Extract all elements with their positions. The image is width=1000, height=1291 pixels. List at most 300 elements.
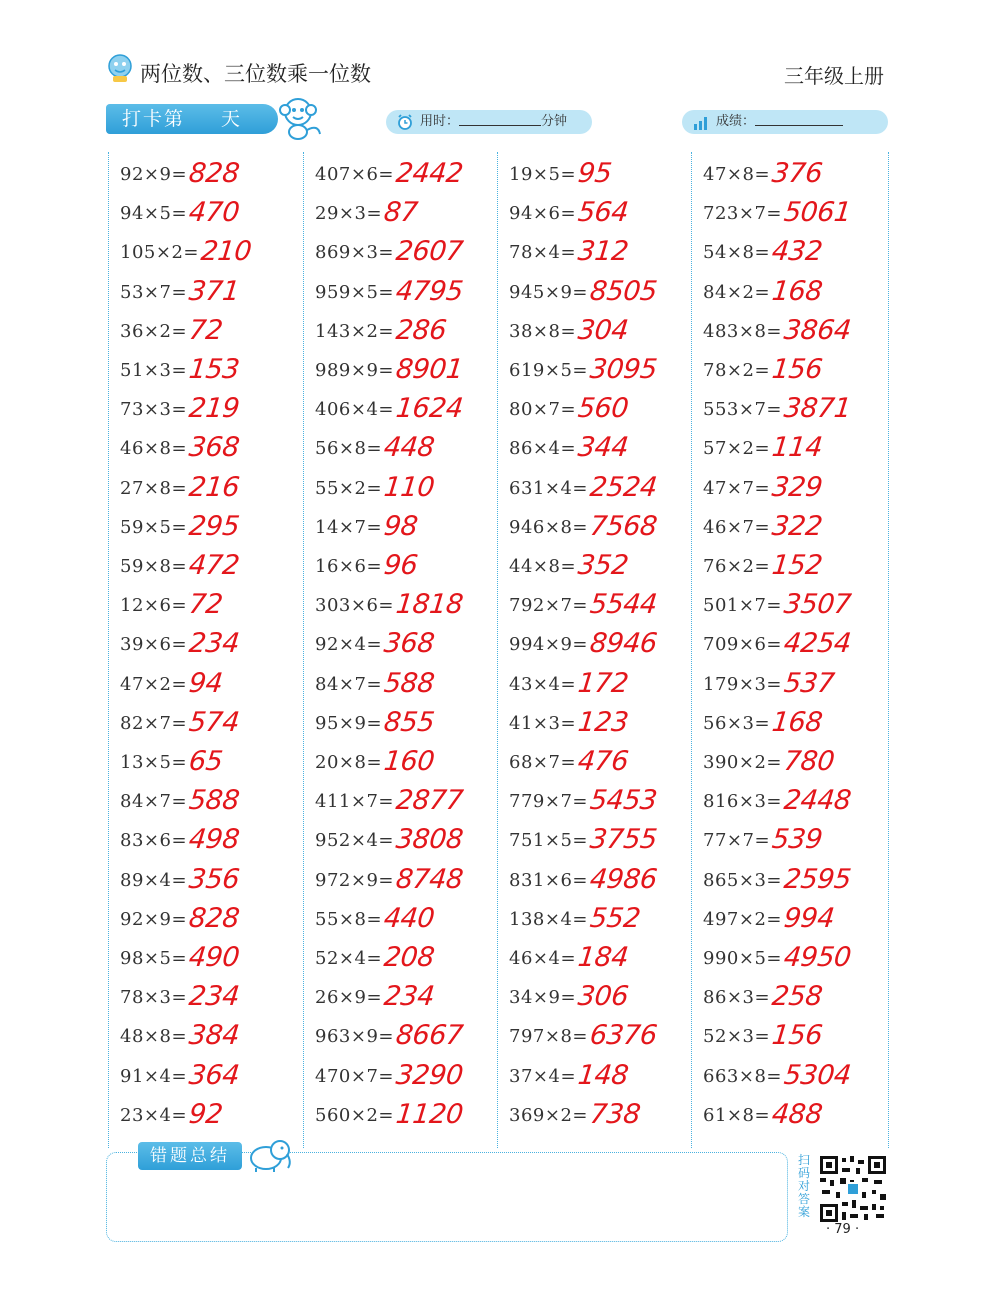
checkin-banner xyxy=(106,104,278,134)
problem-question: 751×5= xyxy=(509,830,588,852)
problem-row xyxy=(703,230,883,269)
handwritten-answer[interactable]: 148 xyxy=(576,1059,630,1091)
handwritten-answer[interactable]: 552 xyxy=(588,902,642,934)
handwritten-answer[interactable]: 3808 xyxy=(394,824,465,856)
problem-row xyxy=(315,701,493,740)
handwritten-answer[interactable]: 476 xyxy=(576,746,630,777)
problem-question: 76×2= xyxy=(703,556,771,577)
problem-row xyxy=(703,740,883,779)
problem-question: 84×7= xyxy=(120,791,188,813)
problem-question: 84×7= xyxy=(315,673,383,695)
problem-question: 816×3= xyxy=(703,791,782,813)
problem-row xyxy=(509,230,687,269)
problem-question: 78×3= xyxy=(120,987,188,1009)
problem-row xyxy=(120,191,299,230)
problem-row xyxy=(315,818,493,857)
handwritten-answer[interactable]: 156 xyxy=(770,1020,824,1052)
handwritten-answer[interactable]: 94 xyxy=(187,667,224,699)
handwritten-answer[interactable]: 295 xyxy=(187,510,241,542)
handwritten-answer[interactable]: 208 xyxy=(382,942,436,973)
problem-question: 179×3= xyxy=(703,673,782,695)
problem-question: 20×8= xyxy=(315,752,383,773)
problem-row xyxy=(509,505,687,544)
problem-question: 990×5= xyxy=(703,948,782,969)
problem-question: 792×7= xyxy=(509,595,588,617)
handwritten-answer[interactable]: 364 xyxy=(187,1059,241,1091)
handwritten-answer[interactable]: 2448 xyxy=(782,785,853,817)
handwritten-answer[interactable]: 123 xyxy=(576,706,630,738)
problem-question: 483×8= xyxy=(703,320,782,342)
problem-row xyxy=(509,309,687,348)
problem-question: 91×4= xyxy=(120,1065,188,1087)
handwritten-answer[interactable]: 322 xyxy=(770,510,824,542)
problem-row xyxy=(315,740,493,779)
handwritten-answer[interactable]: 448 xyxy=(382,432,436,464)
problem-row xyxy=(315,858,493,897)
problem-question: 43×4= xyxy=(509,673,577,695)
handwritten-answer[interactable]: 304 xyxy=(576,314,630,346)
handwritten-answer[interactable]: 152 xyxy=(770,550,824,581)
handwritten-answer[interactable]: 1120 xyxy=(394,1098,465,1130)
handwritten-answer[interactable]: 574 xyxy=(187,706,241,738)
problem-question: 709×6= xyxy=(703,634,782,656)
problem-row xyxy=(315,975,493,1014)
problem-question: 411×7= xyxy=(315,791,394,813)
problem-row xyxy=(315,936,493,975)
handwritten-answer[interactable]: 329 xyxy=(770,471,824,503)
problem-question: 865×3= xyxy=(703,869,782,891)
problem-row xyxy=(120,975,299,1014)
problem-row xyxy=(315,779,493,818)
handwritten-answer[interactable]: 234 xyxy=(187,981,241,1013)
handwritten-answer[interactable]: 153 xyxy=(187,354,241,385)
handwritten-answer[interactable]: 2524 xyxy=(588,471,659,503)
handwritten-answer[interactable]: 828 xyxy=(187,158,241,189)
handwritten-answer[interactable]: 855 xyxy=(382,706,436,738)
handwritten-answer[interactable]: 306 xyxy=(576,981,630,1013)
handwritten-answer[interactable]: 210 xyxy=(199,236,253,268)
problem-question: 369×2= xyxy=(509,1104,588,1126)
handwritten-answer[interactable]: 65 xyxy=(187,746,224,777)
problem-row xyxy=(509,1054,687,1093)
problem-row xyxy=(315,622,493,661)
handwritten-answer[interactable]: 168 xyxy=(770,275,824,307)
problem-row xyxy=(703,348,883,387)
problem-question: 959×5= xyxy=(315,281,394,303)
monkey-icon xyxy=(276,94,326,140)
handwritten-answer[interactable]: 258 xyxy=(770,981,824,1013)
problem-row xyxy=(120,387,299,426)
problem-row xyxy=(120,740,299,779)
problem-question: 92×9= xyxy=(120,164,188,185)
problem-row xyxy=(315,1054,493,1093)
problem-row xyxy=(120,897,299,936)
problem-question: 83×6= xyxy=(120,830,188,852)
problem-question: 53×7= xyxy=(120,281,188,303)
problem-question: 59×5= xyxy=(120,516,188,538)
problem-question: 51×3= xyxy=(120,360,188,381)
handwritten-answer[interactable]: 440 xyxy=(382,902,436,934)
problem-row xyxy=(703,779,883,818)
handwritten-answer[interactable]: 184 xyxy=(576,942,630,973)
handwritten-answer[interactable]: 488 xyxy=(770,1098,824,1130)
problem-question: 12×6= xyxy=(120,595,188,617)
handwritten-answer[interactable]: 98 xyxy=(382,510,419,542)
problem-row xyxy=(703,1014,883,1053)
problem-question: 29×3= xyxy=(315,203,383,225)
handwritten-answer[interactable]: 994 xyxy=(782,902,836,934)
handwritten-answer[interactable]: 172 xyxy=(576,667,630,699)
handwritten-answer[interactable]: 5453 xyxy=(588,785,659,817)
problem-row xyxy=(509,858,687,897)
problem-row xyxy=(509,583,687,622)
problem-question: 38×8= xyxy=(509,320,577,342)
problem-row xyxy=(315,1093,493,1132)
handwritten-answer[interactable]: 4254 xyxy=(782,628,853,660)
handwritten-answer[interactable]: 371 xyxy=(187,275,241,307)
handwritten-answer[interactable]: 72 xyxy=(187,314,224,346)
problem-question: 89×4= xyxy=(120,869,188,891)
page-number: · 79 · xyxy=(826,1222,860,1237)
problem-row xyxy=(120,544,299,583)
handwritten-answer[interactable]: 3290 xyxy=(394,1059,465,1091)
problem-question: 36×2= xyxy=(120,320,188,342)
problem-row xyxy=(509,975,687,1014)
problem-question: 82×7= xyxy=(120,712,188,734)
problem-row xyxy=(703,818,883,857)
problem-row xyxy=(315,897,493,936)
problem-row xyxy=(509,270,687,309)
problem-question: 497×2= xyxy=(703,908,782,930)
handwritten-answer[interactable]: 8748 xyxy=(394,863,465,895)
problem-question: 27×8= xyxy=(120,477,188,499)
handwritten-answer[interactable]: 1818 xyxy=(394,589,465,621)
handwritten-answer[interactable]: 96 xyxy=(382,550,419,581)
handwritten-answer[interactable]: 8901 xyxy=(394,354,465,385)
problem-question: 46×4= xyxy=(509,948,577,969)
problem-question: 61×8= xyxy=(703,1104,771,1126)
problem-row xyxy=(315,309,493,348)
problem-row xyxy=(120,1054,299,1093)
problem-question: 39×6= xyxy=(120,634,188,656)
problem-question: 407×6= xyxy=(315,164,394,185)
problem-question: 945×9= xyxy=(509,281,588,303)
handwritten-answer[interactable]: 588 xyxy=(382,667,436,699)
problem-row xyxy=(315,1014,493,1053)
problem-row xyxy=(120,270,299,309)
problem-question: 54×8= xyxy=(703,242,771,264)
score-input[interactable] xyxy=(755,110,843,126)
problem-row xyxy=(315,544,493,583)
problem-row xyxy=(703,191,883,230)
problem-question: 553×7= xyxy=(703,399,782,421)
problem-question: 972×9= xyxy=(315,869,394,891)
problem-question: 501×7= xyxy=(703,595,782,617)
problem-row xyxy=(509,662,687,701)
problem-question: 86×4= xyxy=(509,438,577,460)
problem-row xyxy=(509,348,687,387)
problem-row xyxy=(703,387,883,426)
handwritten-answer[interactable]: 1624 xyxy=(394,393,465,425)
problem-row xyxy=(703,975,883,1014)
handwritten-answer[interactable]: 738 xyxy=(588,1098,642,1130)
problem-question: 80×7= xyxy=(509,399,577,421)
handwritten-answer[interactable]: 72 xyxy=(187,589,224,621)
problem-row xyxy=(703,583,883,622)
problem-row xyxy=(120,1014,299,1053)
alarm-clock-icon xyxy=(396,113,414,131)
handwritten-answer[interactable]: 219 xyxy=(187,393,241,425)
problem-question: 303×6= xyxy=(315,595,394,617)
handwritten-answer[interactable]: 234 xyxy=(187,628,241,660)
handwritten-answer[interactable]: 4950 xyxy=(782,942,853,973)
problem-row xyxy=(509,740,687,779)
problem-question: 946×8= xyxy=(509,516,588,538)
handwritten-answer[interactable]: 356 xyxy=(187,863,241,895)
handwritten-answer[interactable]: 5061 xyxy=(782,197,853,229)
problem-row xyxy=(509,152,687,191)
problem-row xyxy=(120,701,299,740)
problem-question: 26×9= xyxy=(315,987,383,1009)
problem-question: 869×3= xyxy=(315,242,394,264)
handwritten-answer[interactable]: 5304 xyxy=(782,1059,853,1091)
problem-row xyxy=(315,270,493,309)
problem-question: 68×7= xyxy=(509,752,577,773)
mascot-logo-icon xyxy=(104,52,136,84)
scan-for-answers-label: 扫码对答案 xyxy=(798,1153,811,1219)
handwritten-answer[interactable]: 234 xyxy=(382,981,436,1013)
problem-row xyxy=(509,779,687,818)
problem-question: 619×5= xyxy=(509,360,588,381)
handwritten-answer[interactable]: 8667 xyxy=(394,1020,465,1052)
problem-row xyxy=(703,544,883,583)
time-field xyxy=(386,110,592,134)
problem-row xyxy=(120,466,299,505)
problem-question: 34×9= xyxy=(509,987,577,1009)
handwritten-answer[interactable]: 352 xyxy=(576,550,630,581)
handwritten-answer[interactable]: 7568 xyxy=(588,510,659,542)
handwritten-answer[interactable]: 588 xyxy=(187,785,241,817)
handwritten-answer[interactable]: 498 xyxy=(187,824,241,856)
handwritten-answer[interactable]: 344 xyxy=(576,432,630,464)
handwritten-answer[interactable]: 564 xyxy=(576,197,630,229)
handwritten-answer[interactable]: 3095 xyxy=(588,354,659,385)
problem-question: 92×9= xyxy=(120,908,188,930)
problem-question: 138×4= xyxy=(509,908,588,930)
handwritten-answer[interactable]: 2595 xyxy=(782,863,853,895)
problem-question: 390×2= xyxy=(703,752,782,773)
handwritten-answer[interactable]: 156 xyxy=(770,354,824,385)
problem-row xyxy=(315,387,493,426)
problem-row xyxy=(509,936,687,975)
problem-row xyxy=(315,191,493,230)
problem-question: 55×8= xyxy=(315,908,383,930)
problem-row xyxy=(703,936,883,975)
handwritten-answer[interactable]: 472 xyxy=(187,550,241,581)
handwritten-answer[interactable]: 539 xyxy=(770,824,824,856)
problem-row xyxy=(315,152,493,191)
problem-row xyxy=(703,505,883,544)
handwritten-answer[interactable]: 470 xyxy=(187,197,241,229)
problem-row xyxy=(703,152,883,191)
problem-row xyxy=(509,1014,687,1053)
handwritten-answer[interactable]: 376 xyxy=(770,158,824,189)
problem-question: 19×5= xyxy=(509,164,577,185)
handwritten-answer[interactable]: 2607 xyxy=(394,236,465,268)
handwritten-answer[interactable]: 4795 xyxy=(394,275,465,307)
handwritten-answer[interactable]: 3507 xyxy=(782,589,853,621)
problem-question: 16×6= xyxy=(315,556,383,577)
problem-question: 47×2= xyxy=(120,673,188,695)
problem-row xyxy=(703,1093,883,1132)
problem-row xyxy=(315,505,493,544)
problem-question: 84×2= xyxy=(703,281,771,303)
handwritten-answer[interactable]: 537 xyxy=(782,667,836,699)
problem-row xyxy=(703,466,883,505)
handwritten-answer[interactable]: 6376 xyxy=(588,1020,659,1052)
problem-question: 59×8= xyxy=(120,556,188,577)
problem-row xyxy=(315,466,493,505)
handwritten-answer[interactable]: 8505 xyxy=(588,275,659,307)
handwritten-answer[interactable]: 2442 xyxy=(394,158,465,189)
problem-row xyxy=(509,622,687,661)
time-input[interactable] xyxy=(459,110,541,126)
checkin-prefix: 打卡第 xyxy=(122,108,186,130)
problem-row xyxy=(703,622,883,661)
problem-question: 44×8= xyxy=(509,556,577,577)
problem-row xyxy=(120,583,299,622)
handwritten-answer[interactable]: 490 xyxy=(187,942,241,973)
problem-question: 56×3= xyxy=(703,712,771,734)
grade-label: 三年级上册 xyxy=(784,64,884,88)
problem-row xyxy=(509,387,687,426)
problem-row xyxy=(120,662,299,701)
problem-row xyxy=(120,230,299,269)
problem-question: 406×4= xyxy=(315,399,394,421)
problem-question: 105×2= xyxy=(120,242,199,264)
handwritten-answer[interactable]: 432 xyxy=(770,236,824,268)
problem-question: 37×4= xyxy=(509,1065,577,1087)
page-title: 两位数、三位数乘一位数 xyxy=(140,62,371,86)
qr-code-icon[interactable] xyxy=(818,1154,888,1224)
handwritten-answer[interactable]: 5544 xyxy=(588,589,659,621)
handwritten-answer[interactable]: 3864 xyxy=(782,314,853,346)
problem-question: 94×5= xyxy=(120,203,188,225)
problem-question: 470×7= xyxy=(315,1065,394,1087)
handwritten-answer[interactable]: 828 xyxy=(187,902,241,934)
bar-chart-icon xyxy=(692,113,710,131)
problem-question: 78×2= xyxy=(703,360,771,381)
handwritten-answer[interactable]: 368 xyxy=(187,432,241,464)
problem-question: 963×9= xyxy=(315,1026,394,1048)
problem-question: 92×4= xyxy=(315,634,383,656)
handwritten-answer[interactable]: 560 xyxy=(576,393,630,425)
handwritten-answer[interactable]: 160 xyxy=(382,746,436,777)
handwritten-answer[interactable]: 2877 xyxy=(394,785,465,817)
problem-row xyxy=(120,505,299,544)
problem-row xyxy=(120,1093,299,1132)
handwritten-answer[interactable]: 95 xyxy=(576,158,613,189)
problem-question: 723×7= xyxy=(703,203,782,225)
problem-question: 94×6= xyxy=(509,203,577,225)
problem-row xyxy=(509,818,687,857)
problem-row xyxy=(703,270,883,309)
problem-question: 52×4= xyxy=(315,948,383,969)
problem-row xyxy=(315,583,493,622)
problem-row xyxy=(315,426,493,465)
checkin-suffix: 天 xyxy=(221,108,243,130)
score-field xyxy=(682,110,888,134)
handwritten-answer[interactable]: 780 xyxy=(782,746,836,777)
problem-question: 143×2= xyxy=(315,320,394,342)
handwritten-answer[interactable]: 114 xyxy=(770,432,824,464)
handwritten-answer[interactable]: 3755 xyxy=(588,824,659,856)
problem-question: 797×8= xyxy=(509,1026,588,1048)
problem-row xyxy=(120,426,299,465)
handwritten-answer[interactable]: 368 xyxy=(382,628,436,660)
elephant-icon xyxy=(244,1134,294,1174)
problem-question: 994×9= xyxy=(509,634,588,656)
handwritten-answer[interactable]: 4986 xyxy=(588,863,659,895)
problem-question: 779×7= xyxy=(509,791,588,813)
problem-question: 14×7= xyxy=(315,516,383,538)
handwritten-answer[interactable]: 92 xyxy=(187,1098,224,1130)
problem-row xyxy=(703,662,883,701)
problem-row xyxy=(703,309,883,348)
problem-row xyxy=(120,152,299,191)
problem-row xyxy=(509,191,687,230)
problem-question: 989×9= xyxy=(315,360,394,381)
score-label: 成绩： xyxy=(716,114,756,129)
problem-question: 46×8= xyxy=(120,438,188,460)
handwritten-answer[interactable]: 110 xyxy=(382,471,436,503)
handwritten-answer[interactable]: 216 xyxy=(187,471,241,503)
mistake-summary-label: 错题总结 xyxy=(138,1142,242,1170)
problem-question: 631×4= xyxy=(509,477,588,499)
problem-question: 57×2= xyxy=(703,438,771,460)
problem-question: 73×3= xyxy=(120,399,188,421)
problem-row xyxy=(315,230,493,269)
time-label: 用时： xyxy=(420,114,460,129)
problem-question: 46×7= xyxy=(703,516,771,538)
problem-question: 47×8= xyxy=(703,164,771,185)
problem-row xyxy=(703,858,883,897)
problem-question: 13×5= xyxy=(120,752,188,773)
problem-question: 47×7= xyxy=(703,477,771,499)
handwritten-answer[interactable]: 312 xyxy=(576,236,630,268)
handwritten-answer[interactable]: 286 xyxy=(394,314,448,346)
handwritten-answer[interactable]: 168 xyxy=(770,706,824,738)
problem-row xyxy=(509,426,687,465)
problem-question: 55×2= xyxy=(315,477,383,499)
problem-row xyxy=(315,662,493,701)
problem-row xyxy=(120,348,299,387)
problem-question: 831×6= xyxy=(509,869,588,891)
problem-row xyxy=(703,1054,883,1093)
problem-question: 952×4= xyxy=(315,830,394,852)
handwritten-answer[interactable]: 8946 xyxy=(588,628,659,660)
problem-question: 77×7= xyxy=(703,830,771,852)
problem-row xyxy=(703,701,883,740)
problem-row xyxy=(120,622,299,661)
handwritten-answer[interactable]: 87 xyxy=(382,197,419,229)
problem-row xyxy=(315,348,493,387)
handwritten-answer[interactable]: 3871 xyxy=(782,393,853,425)
problem-question: 98×5= xyxy=(120,948,188,969)
handwritten-answer[interactable]: 384 xyxy=(187,1020,241,1052)
problem-row xyxy=(509,897,687,936)
problem-row xyxy=(509,544,687,583)
